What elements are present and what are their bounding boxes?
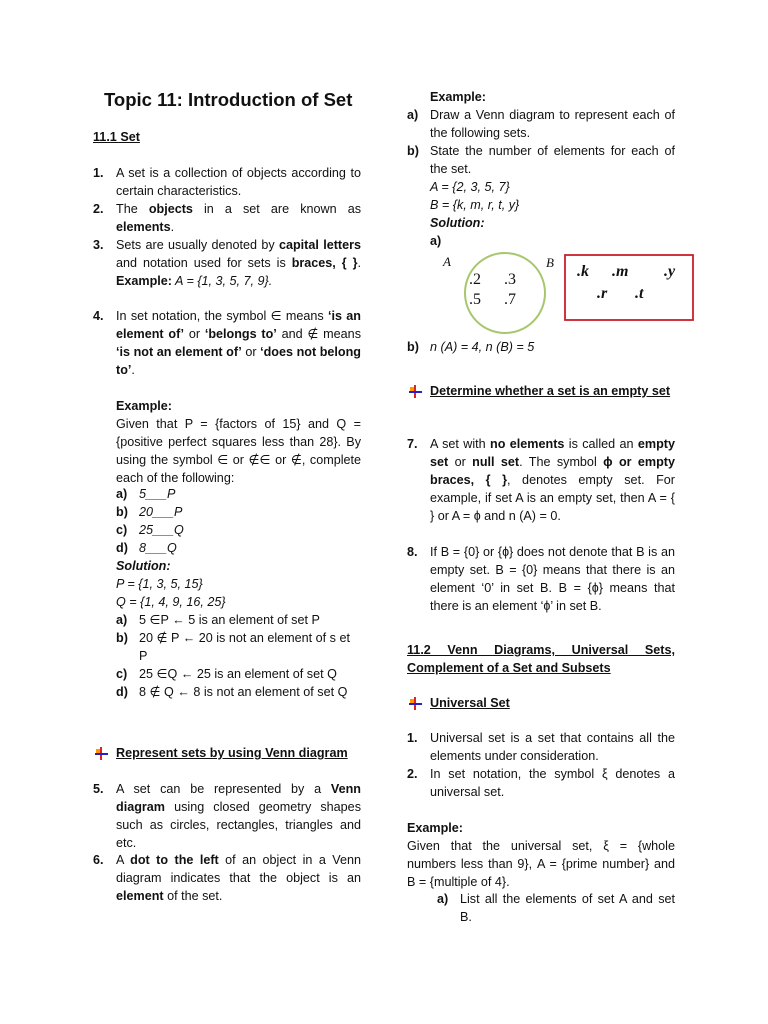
list-item: c) 25 ∈Q ← 25 is an element of set Q (116, 667, 337, 681)
list-item: 5. A set can be represented by a Venn diagram using closed geometry shapes such as circles, rectangles, triangles and etc. (93, 782, 361, 850)
solution-part-a: a) (430, 234, 442, 248)
list-item: a) 5___P (116, 487, 176, 501)
example-text: Given that P = {factors of 15} and Q = {positive perfect squares less than 28}. By using the symbol ∈ or ∉∈ or ∉, complete each of the following: (116, 417, 361, 485)
list-item: a) Draw a Venn diagram to represent each of the following sets. (407, 108, 675, 140)
list-item: d) 8___Q (116, 541, 177, 555)
element-3: .3 (504, 271, 516, 288)
example-heading: Example: (430, 90, 486, 104)
universal-set-heading: Universal Set (407, 694, 675, 712)
empty-set-heading: Determine whether a set is an empty set (407, 382, 675, 400)
example-heading: Example: (407, 821, 463, 835)
set-p: P = {1, 3, 5, 15} (116, 577, 203, 591)
element-k: .k (577, 263, 589, 280)
list-item: b) n (A) = 4, n (B) = 5 (407, 340, 535, 354)
set-q: Q = {1, 4, 9, 16, 25} (116, 595, 226, 609)
example-block (116, 397, 361, 487)
list-item: b) 20 ∉ P ← 20 is not an element of s et P (116, 631, 350, 663)
list-item: a) List all the elements of set A and set B. (437, 892, 675, 924)
set-a: A = {2, 3, 5, 7} (430, 180, 510, 194)
element-m: .m (612, 263, 629, 280)
list-item: 1. Universal set is a set that contains all the elements under consideration. (407, 731, 675, 763)
section-heading-11-2: 11.2 Venn Diagrams, Universal Sets, Complement of a Set and Subsets (407, 643, 675, 675)
list-item: d) 8 ∉ Q ← 8 is not an element of set Q (116, 685, 348, 699)
section-heading-11-1: 11.1 Set (93, 130, 140, 144)
list-item: 3. Sets are usually denoted by capital letters and notation used for sets is braces, { }. Example: A = {1, 3, 5, 7, 9}. (93, 238, 361, 288)
list-item: 2. In set notation, the symbol ξ denotes a universal set. (407, 767, 675, 799)
page-title: Topic 11: Introduction of Set (104, 89, 353, 110)
element-5: .5 (469, 291, 481, 308)
list-item: a) 5 ∈P ← 5 is an element of set P (116, 613, 320, 627)
element-r: .r (597, 285, 608, 302)
example-heading: Example: (116, 399, 172, 413)
flag-bullet-icon (409, 697, 422, 710)
element-2: .2 (469, 271, 481, 288)
list-item: 2. The objects in a set are known as elements. (93, 202, 362, 234)
flag-bullet-icon (409, 385, 422, 398)
list-item: 7. A set with no elements is called an empty set or null set. The symbol ɸ or empty braces, { }, denotes empty set. For example, if set A is an empty set, then A = { } or A = ɸ and n (A) = 0. (407, 437, 675, 523)
set-b: B = {k, m, r, t, y} (430, 198, 520, 212)
list-item: 4. In set notation, the symbol ∈ means ‘is an element of’ or ‘belongs to’ and ∉ means ‘is not an element of’ or ‘does not belong to’. (93, 309, 361, 377)
element-t: .t (635, 285, 644, 302)
flag-bullet-icon (95, 747, 108, 760)
list-item: 8. If B = {0} or {ɸ} does not denote that B is an empty set. B = {0} means that there is an element ‘0’ in set B. B = {ɸ} means that there is an element ‘ɸ’ in set B. (407, 545, 675, 613)
list-item: b) 20___P (116, 505, 183, 519)
list-item: c) 25___Q (116, 523, 184, 537)
venn-heading: Represent sets by using Venn diagram (93, 744, 361, 762)
set-b-label: B (546, 255, 554, 270)
solution-label: Solution: (116, 559, 171, 573)
set-a-label: A (443, 254, 451, 269)
element-y: .y (664, 263, 676, 280)
list-item: b) State the number of elements for each of the set. (407, 144, 675, 176)
solution-label: Solution: (430, 216, 485, 230)
list-item: 6. A dot to the left of an object in a Venn diagram indicates that the object is an element of the set. (93, 853, 361, 903)
element-7: .7 (504, 291, 516, 308)
example-text: Given that the universal set, ξ = {whole numbers less than 9}, A = {prime number} and B = {multiple of 4}. (407, 839, 675, 889)
list-item: 1. A set is a collection of objects according to certain characteristics. (93, 166, 361, 198)
